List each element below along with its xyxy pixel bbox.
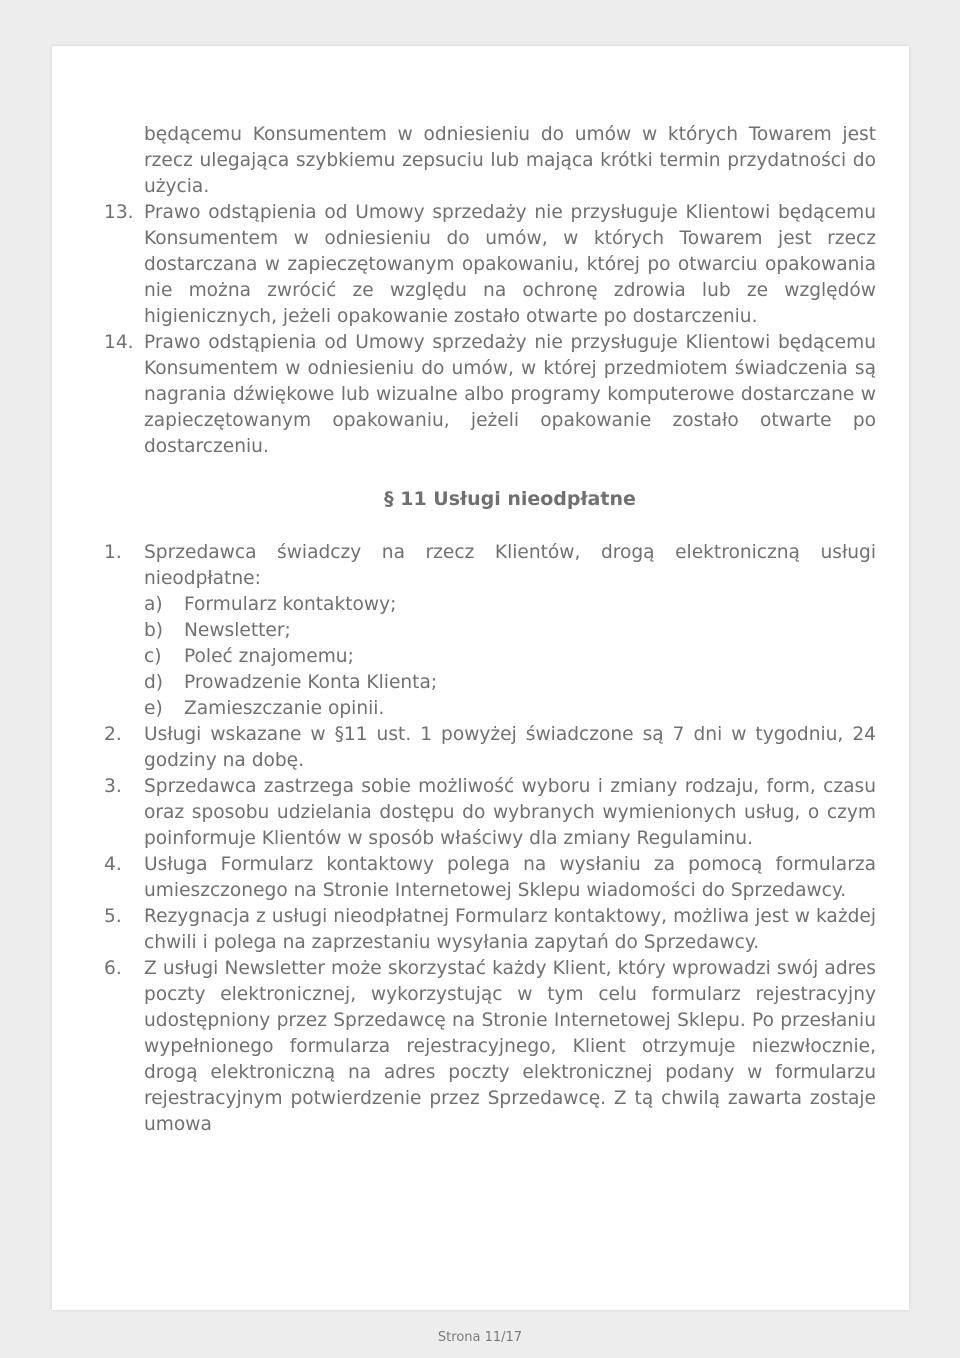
sub-item-b bbox=[144, 618, 876, 644]
sub-item-letter: b) bbox=[144, 620, 164, 641]
section-heading: § 11 Usługi nieodpłatne bbox=[384, 488, 636, 510]
list-item-13 bbox=[104, 200, 876, 330]
list-item-4 bbox=[104, 852, 876, 904]
list-item-1 bbox=[104, 540, 876, 592]
sub-item-a bbox=[144, 592, 876, 618]
list-item-number: 2. bbox=[104, 724, 122, 745]
list-item-text: Z usługi Newsletter może skorzystać każdy Klient, który wprowadzi swój adres poczty elektronicznej, wykorzystując w tym celu formularz rejestracyjny udostępniony przez Sprzedawcę na Stronie Internetowej Sklepu. Po przesłaniu wypełnionego formularza rejestracyjnego, Klient otrzymuje niezwłocznie, drogą elektroniczną na adres poczty elektronicznej podany w formularzu rejestracyjnym potwierdzenie przez Sprzedawcę. Z tą chwilą zawarta zostaje umowa bbox=[144, 958, 876, 1135]
list-item-6 bbox=[104, 956, 876, 1138]
sub-item-text: Poleć znajomemu; bbox=[184, 646, 354, 667]
sub-item-c bbox=[144, 644, 876, 670]
list-item-text: Rezygnacja z usługi nieodpłatnej Formularz kontaktowy, możliwa jest w każdej chwili i polega na zaprzestaniu wysyłania zapytań do Sprzedawcy. bbox=[144, 906, 876, 953]
list-item-text: Usługa Formularz kontaktowy polega na wysłaniu za pomocą formularza umieszczonego na Stronie Internetowej Sklepu wiadomości do Sprzedawcy. bbox=[144, 854, 876, 901]
list-item-14 bbox=[104, 330, 876, 460]
sub-item-text: Prowadzenie Konta Klienta; bbox=[184, 672, 438, 693]
sub-item-letter: c) bbox=[144, 646, 162, 667]
page-content bbox=[104, 122, 876, 1138]
continuation-paragraph bbox=[144, 122, 876, 200]
sub-item-letter: e) bbox=[144, 698, 163, 719]
page-footer: Strona 11/17 bbox=[437, 1330, 523, 1345]
list-item-number: 14. bbox=[104, 332, 134, 353]
list-item-number: 6. bbox=[104, 958, 122, 979]
list-item-number: 13. bbox=[104, 202, 134, 223]
list-item-2 bbox=[104, 722, 876, 774]
list-item-number: 5. bbox=[104, 906, 122, 927]
list-item-number: 1. bbox=[104, 542, 122, 563]
list-item-text: Sprzedawca świadczy na rzecz Klientów, drogą elektroniczną usługi nieodpłatne: bbox=[144, 542, 876, 589]
continuation-text: będącemu Konsumentem w odniesieniu do umów w których Towarem jest rzecz ulegająca szybkiemu zepsuciu lub mająca krótki termin przydatności do użycia. bbox=[144, 124, 876, 197]
list-item-text: Usługi wskazane w §11 ust. 1 powyżej świadczone są 7 dni w tygodniu, 24 godziny na dobę. bbox=[144, 724, 876, 771]
list-item-text: Prawo odstąpienia od Umowy sprzedaży nie przysługuje Klientowi będącemu Konsumentem w odniesieniu do umów, w której przedmiotem świadczenia są nagrania dźwiękowe lub wizualne albo programy komputerowe dostarczane w zapieczętowanym opakowaniu, jeżeli opakowanie zostało otwarte po dostarczeniu. bbox=[144, 332, 876, 457]
list-item-3 bbox=[104, 774, 876, 852]
list-item-5 bbox=[104, 904, 876, 956]
sub-item-letter: a) bbox=[144, 594, 163, 615]
sub-item-letter: d) bbox=[144, 672, 164, 693]
sub-item-e bbox=[144, 696, 876, 722]
sub-item-d bbox=[144, 670, 876, 696]
list-item-number: 3. bbox=[104, 776, 122, 797]
document-page bbox=[52, 46, 909, 1310]
list-item-text: Sprzedawca zastrzega sobie możliwość wyboru i zmiany rodzaju, form, czasu oraz sposobu udzielania dostępu do wybranych wymienionych usług, o czym poinformuje Klientów w sposób właściwy dla zmiany Regulaminu. bbox=[144, 776, 876, 849]
list-item-number: 4. bbox=[104, 854, 122, 875]
sub-item-text: Formularz kontaktowy; bbox=[184, 594, 397, 615]
sub-item-text: Newsletter; bbox=[184, 620, 291, 641]
list-item-text: Prawo odstąpienia od Umowy sprzedaży nie przysługuje Klientowi będącemu Konsumentem w odniesieniu do umów, w których Towarem jest rzecz dostarczana w zapieczętowanym opakowaniu, której po otwarciu opakowania nie można zwrócić ze względu na ochronę zdrowia lub ze względów higienicznych, jeżeli opakowanie zostało otwarte po dostarczeniu. bbox=[144, 202, 876, 327]
sub-item-text: Zamieszczanie opinii. bbox=[184, 698, 385, 719]
